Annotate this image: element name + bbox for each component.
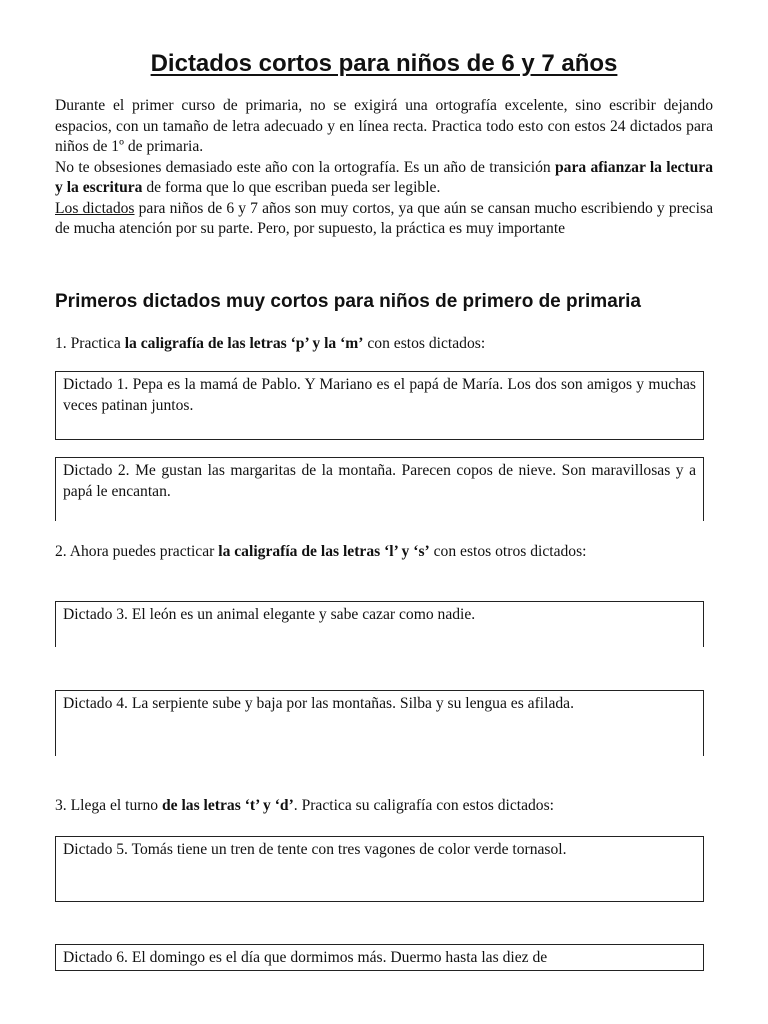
step-3-text-end: . Practica su caligrafía con estos dictados: xyxy=(293,797,555,814)
dictation-3-text: Dictado 3. El león es un animal elegante y sabe cazar como nadie. xyxy=(63,606,476,623)
step-2-text-start: 2. Ahora puedes practicar xyxy=(55,543,219,560)
dictation-1-text: Dictado 1. Pepa es la mamá de Pablo. Y Mariano es el papá de María. Los dos son amigos y muchas veces patinan juntos. xyxy=(63,376,696,414)
step-1-instruction xyxy=(55,334,713,355)
dictation-box-5 xyxy=(55,836,704,902)
dictation-2-text: Dictado 2. Me gustan las margaritas de la montaña. Parecen copos de nieve. Son maravillosas y a papá le encantan. xyxy=(63,462,696,500)
dictation-box-1 xyxy=(55,371,704,440)
dictation-box-6 xyxy=(55,944,704,971)
step-2-text-end: con estos otros dictados: xyxy=(429,543,587,560)
section-heading: Primeros dictados muy cortos para niños de primero de primaria xyxy=(55,291,642,312)
intro-p2-text-end: de forma que lo que escriban pueda ser legible. xyxy=(142,179,441,196)
dictation-box-3 xyxy=(55,601,704,647)
step-3-text-start: 3. Llega el turno xyxy=(55,797,162,814)
step-3-bold: de las letras ‘t’ y ‘d’ xyxy=(161,797,294,814)
dictation-6-text: Dictado 6. El domingo es el día que dormimos más. Duermo hasta las diez de xyxy=(63,949,548,966)
step-1-text-end: con estos dictados: xyxy=(363,335,486,352)
step-2-instruction xyxy=(55,542,713,563)
intro-paragraph-1: Durante el primer curso de primaria, no se exigirá una ortografía excelente, sino escribir dejando espacios, con un tamaño de letra adecuado y en línea recta. Practica todo esto con estos 24 dictados para niños de 1º de primaria. xyxy=(55,97,713,155)
dictation-box-2 xyxy=(55,457,704,521)
intro-text xyxy=(55,96,713,240)
step-3-instruction xyxy=(55,796,713,817)
step-2-bold: la caligrafía de las letras ‘l’ y ‘s’ xyxy=(218,543,430,560)
intro-p2-bold: para afianzar la lectura y la escritura xyxy=(55,158,713,196)
step-1-bold: la caligrafía de las letras ‘p’ y la ‘m’ xyxy=(124,335,364,352)
step-1-text-start: 1. Practica xyxy=(55,335,125,352)
dictation-box-4 xyxy=(55,690,704,756)
page-title: Dictados cortos para niños de 6 y 7 años xyxy=(150,50,618,77)
intro-p3-text: para niños de 6 y 7 años son muy cortos, ya que aún se cansan mucho escribiendo y precisa de mucha atención por su parte. Pero, por supuesto, la práctica es muy importante xyxy=(55,199,713,237)
intro-paragraph-3 xyxy=(55,199,713,240)
intro-paragraph-2 xyxy=(55,158,713,199)
intro-p2-text-start: No te obsesiones demasiado este año con la ortografía. Es un año de transición xyxy=(55,158,555,176)
los-dictados-link[interactable]: Los dictados xyxy=(55,199,135,217)
dictation-4-text: Dictado 4. La serpiente sube y baja por las montañas. Silba y su lengua es afilada. xyxy=(63,695,574,712)
dictation-5-text: Dictado 5. Tomás tiene un tren de tente con tres vagones de color verde tornasol. xyxy=(63,841,567,858)
